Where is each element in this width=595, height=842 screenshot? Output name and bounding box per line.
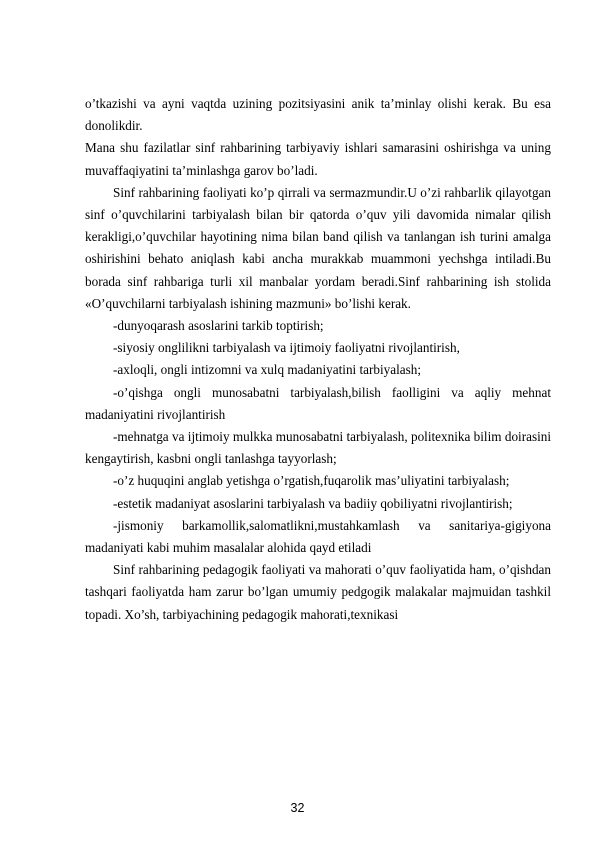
list-item-oqishga: -o’qishga ongli munosabatni tarbiyalash,bilish faolligini va aqliy mehnat madaniyatini rivojlantirish [85,384,551,422]
paragraph-sinf-rahbarining-faoliyati: Sinf rahbarining faoliyati ko’p qirrali va sermazmundir.U o’zi rahbarlik qilayotgan sinf o’quvchilarini tarbiyalash bilan bir qatorda o’quv yili davomida nimalar qilish kerakligi,o’quvchilar hayotining nima bilan band qilish va tanlangan ish turini amalga oshirishini behato aniqlash kabi ancha murakkab muammoni yechshga intiladi.Bu borada sinf rahbariga turli xil manbalar yordam beradi.Sinf rahbarining ish stolida «O’quvchilarni tarbiyalash ishining mazmuni» bo’lishi kerak. [85,184,551,311]
list-item-estetik: -estetik madaniyat asoslarini tarbiyalash va badiiy qobiliyatni rivojlantirish; [113,495,513,511]
list-item-huquqini: -o’z huquqini anglab yetishga o’rgatish,fuqarolik mas’uliyatini tarbiyalash; [113,473,510,489]
list-item-mehnatga: -mehnatga va ijtimoiy mulkka munosabatni tarbiyalash, politexnika bilim doirasini kengaytirish, kasbni ongli tanlashga tayyorlash; [85,429,551,467]
paragraph-continuation: o’tkazishi va ayni vaqtda uzining pozitsiyasini anik ta’minlay olishi kerak. Bu esa donolikdir. [85,96,551,134]
page-body-text [85,93,551,626]
paragraph-pedagogik-faoliyati: Sinf rahbarining pedagogik faoliyati va mahorati o’quv faoliyatida ham, o’qishdan tashqari faoliyatda ham zarur bo’lgan umumiy pedgogik malakalar majmuidan tashkil topadi. Xo’sh, tarbiyachining pedagogik mahorati,texnikasi [85,562,551,622]
list-item-axloqli: -axloqli, ongli intizomni va xulq madaniyatini tarbiyalash; [113,362,422,378]
paragraph-mana-shu: Mana shu fazilatlar sinf rahbarining tarbiyaviy ishlari samarasini oshirishga va uning muvaffaqiyatini ta’minlashga garov bo’ladi. [85,140,551,178]
page-number: 32 [290,801,305,815]
list-item-jismoniy: -jismoniy barkamollik,salomatlikni,mustahkamlash va sanitariya-gigiyona madaniyati kabi muhim masalalar alohida qayd etiladi [85,517,551,556]
list-item-siyosiy: -siyosiy onglilikni tarbiyalash va ijtimoiy faoliyatni rivojlantirish, [113,340,460,356]
list-item-dunyoqarash: -dunyoqarash asoslarini tarkib toptirish; [113,318,324,334]
